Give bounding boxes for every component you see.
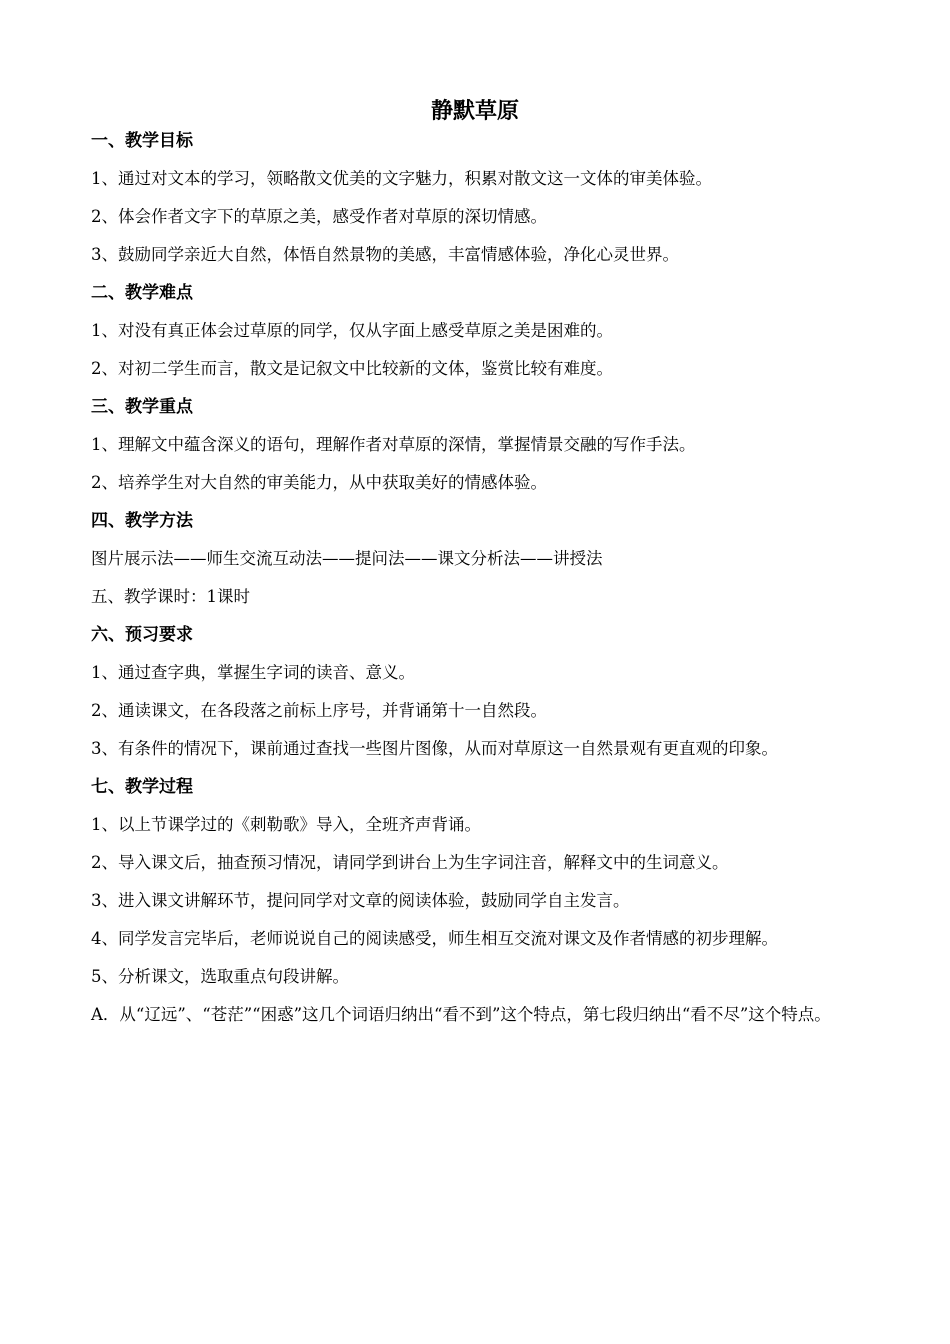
- document-body: [91, 124, 853, 1041]
- document-title: 静默草原: [430, 99, 519, 124]
- process-item: 4、同学发言完毕后，老师说说自己的阅读感受，师生相互交流对课文及作者情感的初步理解。: [91, 929, 778, 948]
- difficulty-item: 1、对没有真正体会过草原的同学，仅从字面上感受草原之美是困难的。: [91, 321, 613, 340]
- section-heading-difficulties: 二、教学难点: [91, 283, 193, 303]
- section-heading-key-points: 三、教学重点: [91, 397, 193, 417]
- preview-item: 1、通过查字典，掌握生字词的读音、意义。: [91, 663, 415, 682]
- methods-text: 图片展示法——师生交流互动法——提问法——课文分析法——讲授法: [91, 549, 603, 568]
- section-heading-methods: 四、教学方法: [91, 511, 193, 531]
- section-heading-goals: 一、教学目标: [91, 131, 193, 151]
- goal-item: 1、通过对文本的学习，领略散文优美的文字魅力，积累对散文这一文体的审美体验。: [91, 169, 712, 188]
- goal-item: 2、体会作者文字下的草原之美，感受作者对草原的深切情感。: [91, 207, 547, 226]
- class-hours-text: 五、教学课时：1课时: [91, 587, 250, 606]
- process-item: 2、导入课文后，抽查预习情况，请同学到讲台上为生字词注音，解释文中的生词意义。: [91, 853, 729, 872]
- section-heading-process: 七、教学过程: [91, 777, 193, 797]
- key-point-item: 1、理解文中蕴含深义的语句，理解作者对草原的深情，掌握情景交融的写作手法。: [91, 435, 696, 454]
- key-point-item: 2、培养学生对大自然的审美能力，从中获取美好的情感体验。: [91, 473, 547, 492]
- difficulty-item: 2、对初二学生而言，散文是记叙文中比较新的文体，鉴赏比较有难度。: [91, 359, 613, 378]
- process-item: 3、进入课文讲解环节，提问同学对文章的阅读体验，鼓励同学自主发言。: [91, 891, 630, 910]
- preview-item: 2、通读课文，在各段落之前标上序号，并背诵第十一自然段。: [91, 701, 547, 720]
- process-item: 1、以上节课学过的《刺勒歌》导入，全班齐声背诵。: [91, 815, 481, 834]
- process-item: 5、分析课文，选取重点句段讲解。: [91, 967, 349, 986]
- section-heading-preview: 六、预习要求: [91, 625, 193, 645]
- goal-item: 3、鼓励同学亲近大自然，体悟自然景物的美感，丰富情感体验，净化心灵世界。: [91, 245, 679, 264]
- preview-item: 3、有条件的情况下，课前通过查找一些图片图像，从而对草原这一自然景观有更直观的印象。: [91, 739, 778, 758]
- process-item: A．从“辽远”、“苍茫”“困惑”这几个词语归纳出“看不到”这个特点，第七段归纳出“看不尽”这个特点。: [91, 1005, 831, 1024]
